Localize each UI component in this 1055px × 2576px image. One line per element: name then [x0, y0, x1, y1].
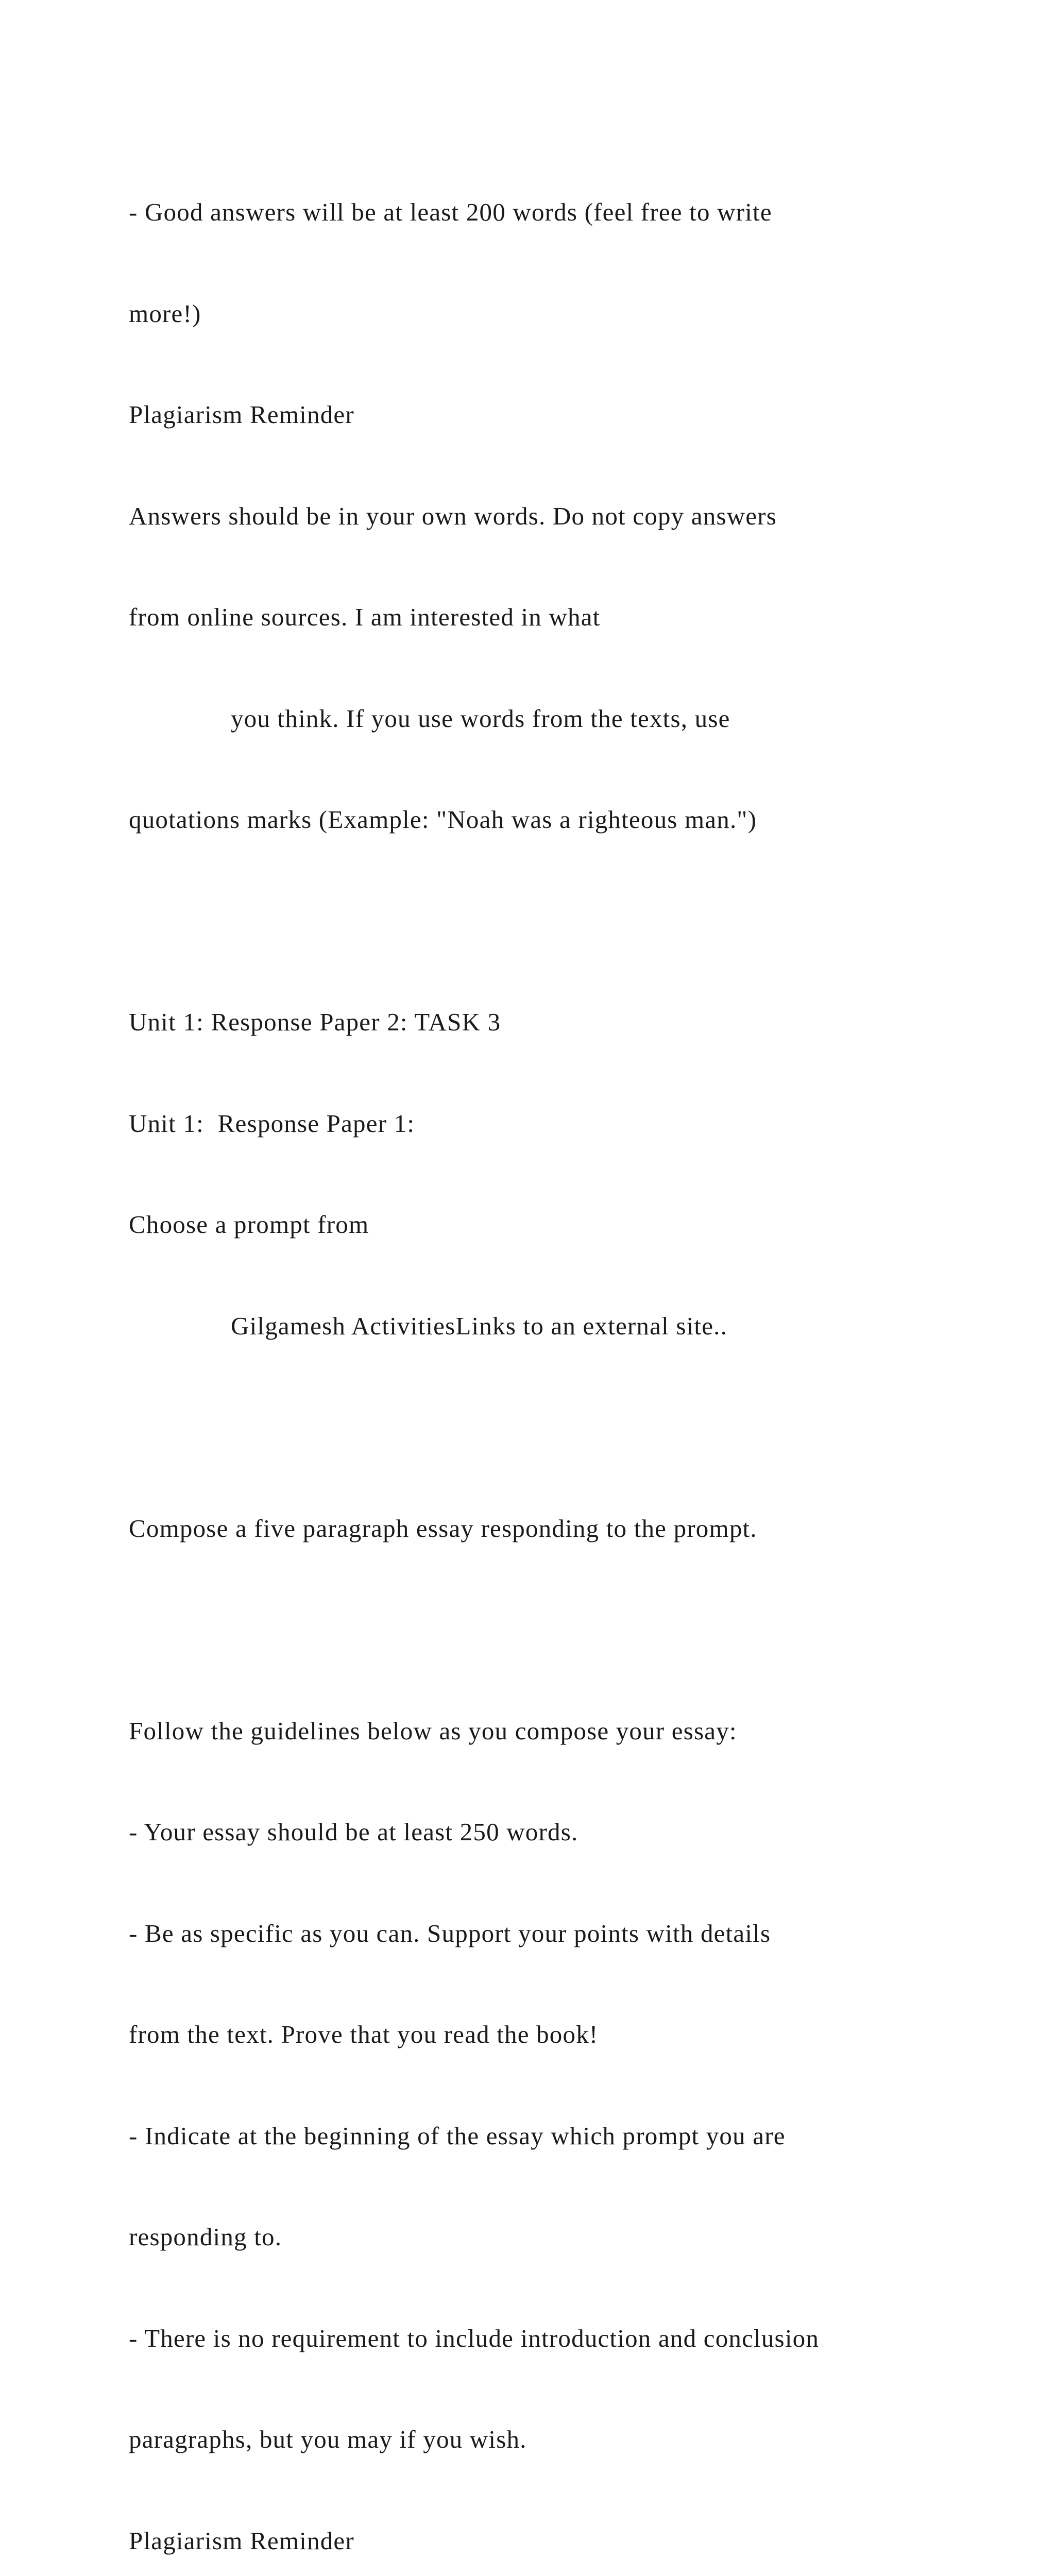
text-line: quotations marks (Example: "Noah was a righteous man.") — [129, 805, 757, 834]
text-line: Choose a prompt from — [129, 1210, 369, 1239]
section-heading: Unit 1: Response Paper 1: — [129, 1109, 415, 1138]
document-body — [129, 128, 1005, 2576]
text-line: from online sources. I am interested in what — [129, 603, 601, 631]
section-heading: Plagiarism Reminder — [129, 2526, 354, 2555]
text-line: - Good answers will be at least 200 words (feel free to write — [129, 198, 772, 226]
text-line: responding to. — [129, 2223, 282, 2251]
text-line: from the text. Prove that you read the book! — [129, 2020, 599, 2048]
guideline-item: - There is no requirement to include introduction and conclusion — [129, 2324, 820, 2352]
blank-line — [129, 1613, 1005, 1647]
text-line: Follow the guidelines below as you compose your essay: — [129, 1716, 737, 1745]
guideline-item: - Your essay should be at least 250 words. — [129, 1818, 578, 1846]
section-heading: Plagiarism Reminder — [129, 400, 354, 429]
external-link-text: Gilgamesh ActivitiesLinks to an external site.. — [231, 1311, 728, 1340]
text-line-indented: you think. If you use words from the texts, use — [231, 704, 730, 733]
blank-line — [129, 1410, 1005, 1444]
blank-line — [129, 904, 1005, 938]
guideline-item: - Be as specific as you can. Support your points with details — [129, 1919, 771, 1947]
section-heading: Unit 1: Response Paper 2: TASK 3 — [129, 1008, 501, 1036]
guideline-item: - Indicate at the beginning of the essay which prompt you are — [129, 2121, 786, 2150]
text-line: Answers should be in your own words. Do not copy answers — [129, 501, 777, 530]
text-line: more!) — [129, 299, 201, 328]
text-line: paragraphs, but you may if you wish. — [129, 2425, 527, 2453]
text-line: Compose a five paragraph essay responding to the prompt. — [129, 1514, 757, 1543]
